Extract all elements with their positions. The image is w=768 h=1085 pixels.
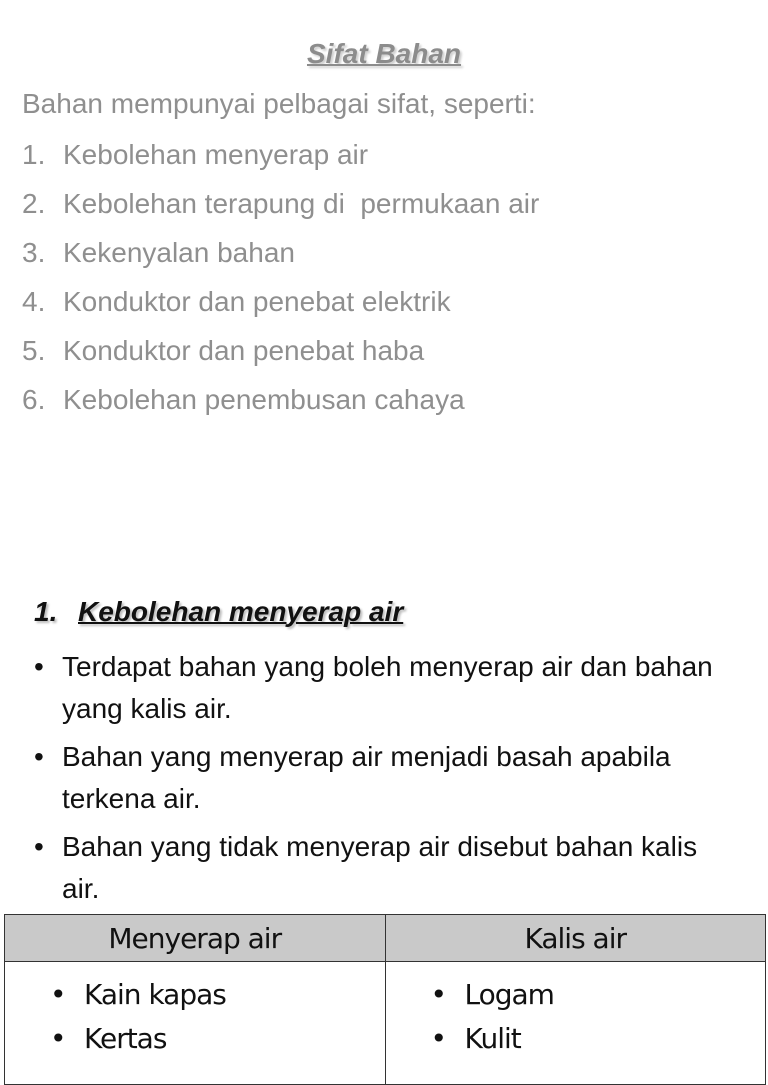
page-title: Sifat Bahan (306, 38, 462, 69)
list-item-number: 4. (22, 286, 46, 317)
list-item-number: 6. (22, 384, 46, 415)
bullet-icon: • (34, 651, 44, 682)
bullet-icon: • (430, 1022, 447, 1055)
list-item-number: 1. (22, 139, 46, 170)
bullet-icon: • (50, 1022, 66, 1055)
materials-table (4, 914, 766, 1085)
section-number: 1. (34, 596, 58, 627)
bullet-icon: • (430, 978, 447, 1011)
bullet-text: Bahan yang menyerap air menjadi basah apabila terkena air. (62, 741, 671, 814)
properties-list (22, 138, 539, 432)
cell-item-text: Kain kapas (84, 978, 226, 1011)
table-header-absorbent: Menyerap air (5, 915, 386, 962)
table-row (5, 962, 766, 1085)
bullet-item (34, 736, 734, 820)
list-item-number: 2. (22, 188, 46, 219)
list-item-number: 3. (22, 237, 46, 268)
table-cell-absorbent (5, 962, 386, 1085)
list-item-text: Konduktor dan penebat elektrik (63, 286, 451, 317)
list-item-text: Kekenyalan bahan (63, 237, 295, 268)
section-heading-text: Kebolehan menyerap air (78, 596, 404, 627)
list-item-text: Kebolehan terapung di permukaan air (63, 188, 540, 219)
list-item (22, 187, 539, 236)
list-item (6, 973, 384, 1017)
cell-item-text: Kulit (464, 1022, 521, 1055)
bullet-text: Bahan yang tidak menyerap air disebut bahan kalis air. (62, 831, 698, 904)
list-item-number: 5. (22, 335, 46, 366)
table-cell-waterproof (385, 962, 766, 1085)
list-item (22, 138, 539, 187)
section-bullets (34, 646, 734, 916)
list-item (22, 285, 539, 334)
bullet-item (34, 826, 734, 910)
list-item (22, 236, 539, 285)
list-item (22, 334, 539, 383)
cell-item-text: Logam (464, 978, 554, 1011)
list-item (22, 383, 539, 432)
list-item-text: Kebolehan menyerap air (63, 139, 369, 170)
bullet-item (34, 646, 734, 730)
list-item (387, 973, 765, 1017)
bullet-icon: • (34, 831, 44, 862)
bullet-icon: • (34, 741, 44, 772)
intro-text: Bahan mempunyai pelbagai sifat, seperti: (22, 88, 536, 119)
list-item-text: Konduktor dan penebat haba (63, 335, 425, 366)
list-item-text: Kebolehan penembusan cahaya (63, 384, 465, 415)
cell-item-text: Kertas (84, 1022, 167, 1055)
bullet-text: Terdapat bahan yang boleh menyerap air dan bahan yang kalis air. (62, 651, 713, 724)
section-heading (34, 596, 403, 628)
table-header-row (5, 915, 766, 962)
table-header-waterproof: Kalis air (385, 915, 766, 962)
bullet-icon: • (50, 978, 66, 1011)
